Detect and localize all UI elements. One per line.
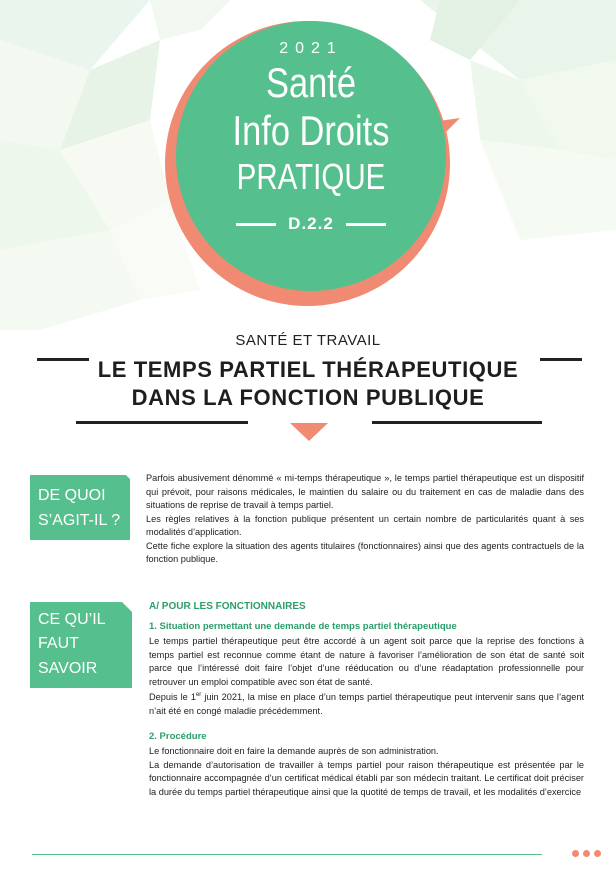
situation-text [149,635,584,718]
badge-code-row [176,211,446,237]
procedure-paragraph-1: Le fonctionnaire doit en faire la demande auprès de son administration. [149,746,439,756]
badge-code: D.2.2 [288,214,334,233]
badge-title-line3: PRATIQUE [236,156,386,197]
down-arrow-icon [290,423,328,441]
subheading-situation: 1. Situation permettant une demande de temps partiel thérapeutique [149,621,457,632]
situation-paragraph-1: Le temps partiel thérapeutique peut être accordé à un agent soit parce que la reprise des fonctions à temps partiel est reconnue comme étant de nature à favoriser l’amélioration de son état de santé soit parce que l’intéressé doit faire l’objet d’une rééducation ou d’une réadaptation professionnelle pour retrouver un emploi compatible avec son état de santé. [149,636,584,687]
intro-paragraph-1: Parfois abusivement dénommé « mi-temps thérapeutique », le temps partiel thérapeutique est un dispositif qui prévoit, pour raisons médicales, le maintien du salaire ou du traitement en cas de maladie dans des situations de reprise de travail à temps partiel. [146,473,584,510]
tag-corner [122,602,132,612]
badge-title-line2: Info Droits [232,107,390,154]
footer-rule [32,854,542,855]
footer-dots [572,850,601,857]
tag-ce-quil-line1: CE QU’IL [38,611,106,628]
dot-icon [583,850,590,857]
dot-icon [594,850,601,857]
procedure-text [149,745,584,799]
badge-title-line1: Santé [265,59,356,106]
section-label: SANTÉ ET TRAVAIL [235,332,381,349]
situation-paragraph-2: Depuis le 1er juin 2021, la mise en place d’un temps partiel thérapeutique peut intervenir sans que l’agent n’ait été en congé maladie précédemment. [149,692,584,716]
subheading-procedure: 2. Procédure [149,731,207,742]
tag-ce-quil [30,602,132,688]
page-title-line1: LE TEMPS PARTIEL THÉRAPEUTIQUE [97,357,519,382]
divider [236,223,276,226]
tag-de-quoi-line1: DE QUOI [38,487,106,504]
page-title-line2: DANS LA FONCTION PUBLIQUE [131,385,485,410]
tag-ce-quil-line2: FAUT [38,635,79,652]
tag-ce-quil-line3: SAVOIR [38,660,98,677]
title-bar-bottom-left [76,421,248,424]
tag-de-quoi-border [30,540,130,541]
tag-de-quoi [30,475,130,541]
title-badge [176,21,446,291]
badge-year: 2021 [279,40,343,57]
intro-paragraph-2: Les règles relatives à la fonction publique présentent un certain nombre de particularités quant à ses modalités d’application. [146,513,584,537]
tag-corner [126,475,136,485]
divider [346,223,386,226]
dot-icon [572,850,579,857]
tag-de-quoi-line2: S’AGIT-IL ? [38,512,121,529]
section-a-heading: A/ POUR LES FONCTIONNAIRES [149,601,306,612]
title-bar-bottom-right [372,421,542,424]
page-title [0,356,616,412]
intro-text [146,472,584,567]
procedure-paragraph-2: La demande d’autorisation de travailler à temps partiel pour raison thérapeutique est présentée par le fonctionnaire accompagnée d’un certificat médical établi par son médecin traitant. Le certificat doit préciser la durée du temps partiel thérapeutique ainsi que la quotité de temps de travail, et les modalités d’exercice [149,759,584,797]
intro-paragraph-3: Cette fiche explore la situation des agents titulaires (fonctionnaires) ainsi que des agents contractuels de la fonction publique. [146,540,584,564]
